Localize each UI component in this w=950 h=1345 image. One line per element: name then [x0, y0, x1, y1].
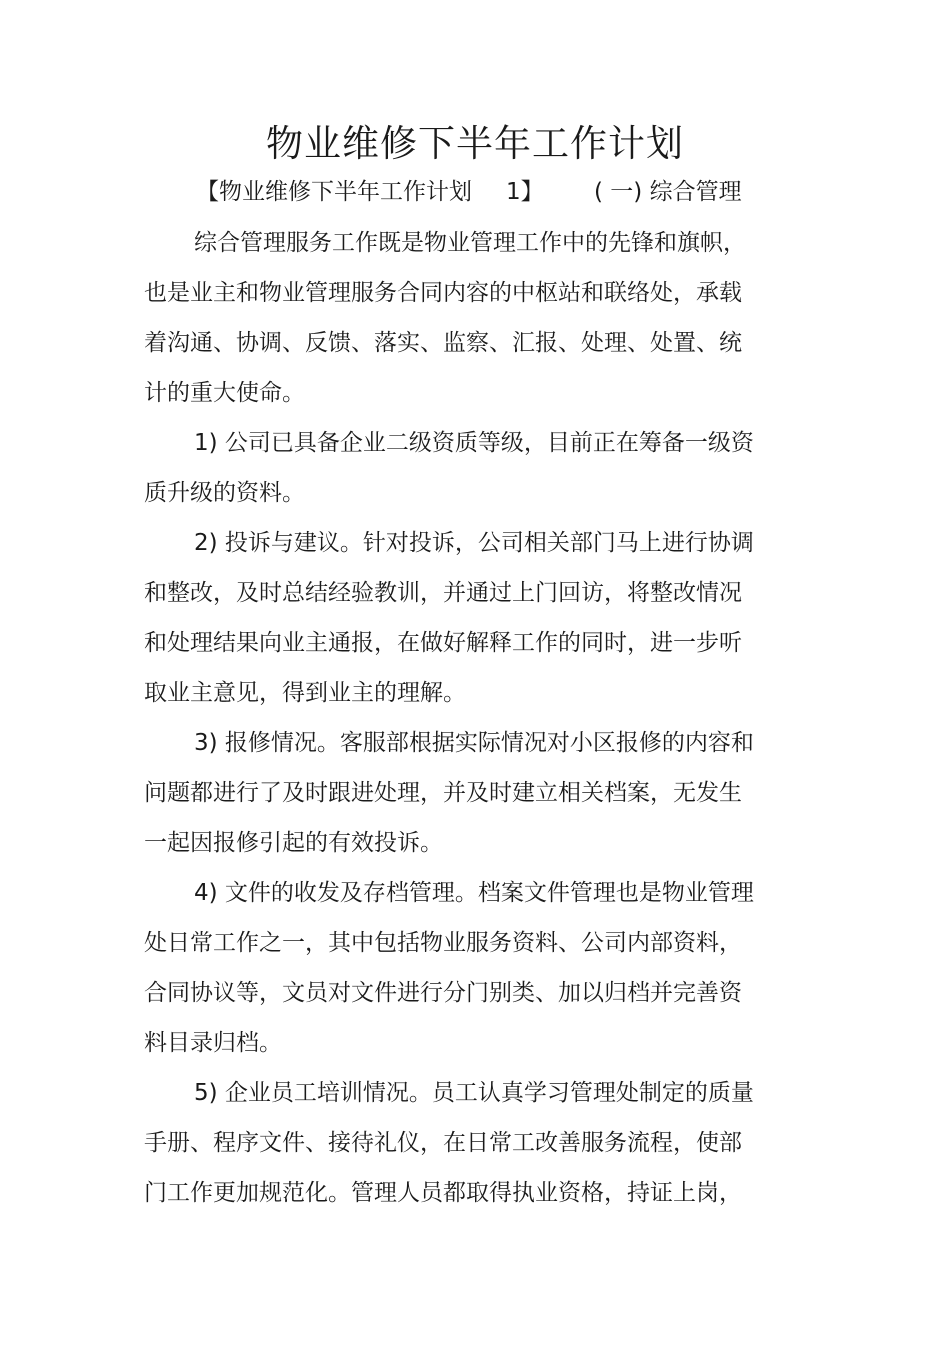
paragraph-line: 着沟通、协调、反馈、落实、监察、汇报、处理、处置、统 — [144, 330, 742, 356]
document-title: 物业维修下半年工作计划 — [266, 122, 684, 165]
paragraph-line: 计的重大使命。 — [144, 380, 305, 406]
subtitle-plan-number: 1】 — [506, 179, 544, 205]
paragraph-line: 综合管理服务工作既是物业管理工作中的先锋和旗帜， — [194, 230, 746, 256]
paragraph-line: 料目录归档。 — [144, 1030, 282, 1056]
paragraph-line: 4) 文件的收发及存档管理。档案文件管理也是物业管理 — [194, 880, 754, 906]
paragraph-line: 手册、程序文件、接待礼仪，在日常工改善服务流程，使部 — [144, 1130, 742, 1156]
subtitle-plan-name: 【物业维修下半年工作计划 — [196, 179, 472, 205]
paragraph-line: 和整改，及时总结经验教训，并通过上门回访，将整改情况 — [144, 580, 742, 606]
paragraph-line: 合同协议等，文员对文件进行分门别类、加以归档并完善资 — [144, 980, 742, 1006]
paragraph-item-3 — [144, 718, 754, 868]
paragraph-line: 问题都进行了及时跟进处理，并及时建立相关档案，无发生 — [144, 780, 742, 806]
paragraph-line: 处日常工作之一，其中包括物业服务资料、公司内部资料， — [144, 930, 742, 956]
paragraph-item-2 — [144, 518, 754, 718]
paragraph-line: 3) 报修情况。客服部根据实际情况对小区报修的内容和 — [194, 730, 754, 756]
paragraph-line: 也是业主和物业管理服务合同内容的中枢站和联络处，承载 — [144, 280, 742, 306]
paragraph-item-1 — [144, 418, 754, 518]
paragraph-item-5 — [144, 1068, 754, 1218]
paragraph-line: 1) 公司已具备企业二级资质等级，目前正在筹备一级资 — [194, 430, 754, 456]
subtitle-section-heading: ( 一) 综合管理 — [594, 179, 742, 205]
paragraph-line: 门工作更加规范化。管理人员都取得执业资格，持证上岗， — [144, 1180, 742, 1206]
paragraph-line: 质升级的资料。 — [144, 480, 305, 506]
paragraph-item-4 — [144, 868, 754, 1068]
paragraph-line: 取业主意见，得到业主的理解。 — [144, 680, 466, 706]
paragraph-line: 5) 企业员工培训情况。员工认真学习管理处制定的质量 — [194, 1080, 754, 1106]
document-body — [144, 218, 754, 1218]
paragraph-line: 和处理结果向业主通报，在做好解释工作的同时，进一步听 — [144, 630, 742, 656]
paragraph-line: 2) 投诉与建议。针对投诉，公司相关部门马上进行协调 — [194, 530, 754, 556]
paragraph-line: 一起因报修引起的有效投诉。 — [144, 830, 443, 856]
paragraph-intro — [144, 218, 748, 418]
